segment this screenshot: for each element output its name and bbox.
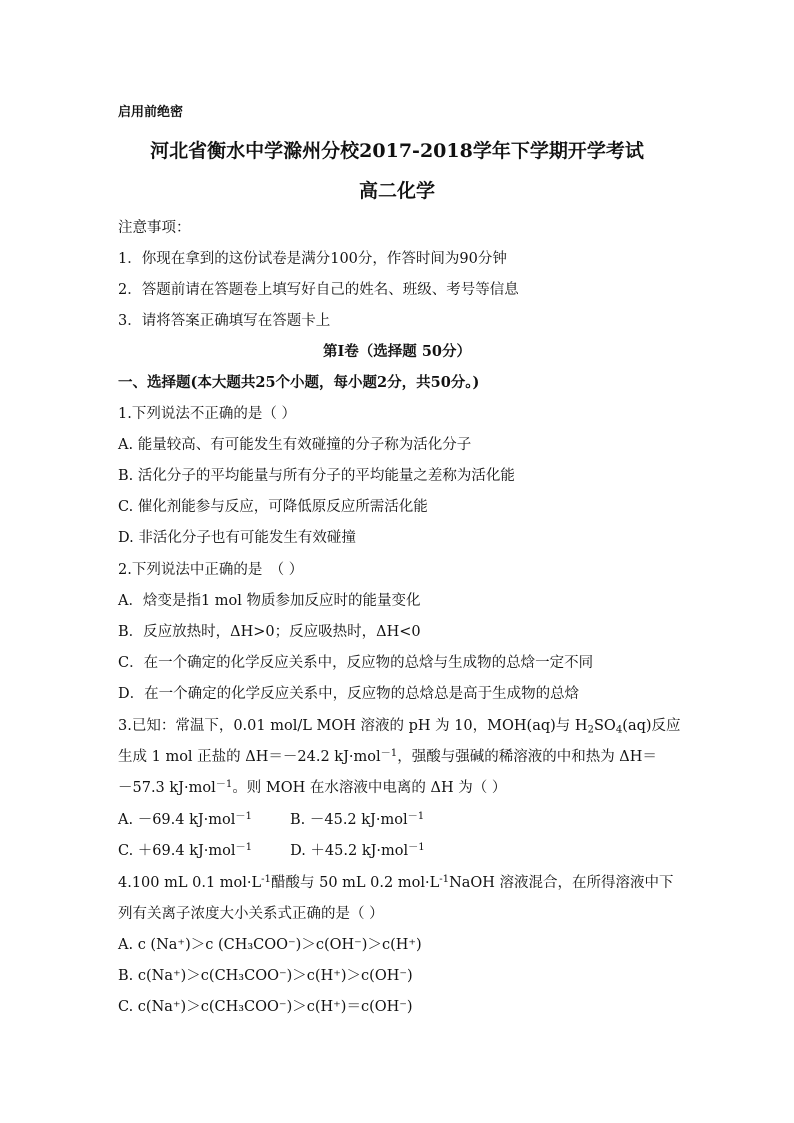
question-4-stem-line-1 (118, 873, 754, 893)
q4-text: 醋酸与 50 mL 0.2 mol·L (271, 875, 440, 891)
question-3-stem-line-1 (118, 716, 754, 736)
q4-superscript: -1 (261, 873, 272, 885)
q3-superscript: －1 (235, 810, 252, 822)
q3-subscript: 2 (587, 724, 594, 736)
question-3-option-d: D. ＋45.2 kJ·mol (290, 843, 409, 859)
question-2-stem: 2.下列说法中正确的是 （ ） (118, 562, 304, 578)
note-item: 2．答题前请在答题卷上填写好自己的姓名、班级、考号等信息 (118, 282, 519, 298)
q3-text: SO (594, 718, 616, 734)
question-2-option-d: D．在一个确定的化学反应关系中，反应物的总焓总是高于生成物的总焓 (118, 686, 580, 702)
question-3-stem-line-3 (118, 778, 754, 798)
q3-superscript: －1 (380, 747, 398, 759)
question-4-option-b: B. c(Na⁺)＞c(CH₃COO⁻)＞c(H⁺)＞c(OH⁻) (118, 968, 413, 984)
note-item: 1．你现在拿到的这份试卷是满分100分，作答时间为90分钟 (118, 251, 507, 267)
question-4-option-c: C. c(Na⁺)＞c(CH₃COO⁻)＞c(H⁺)＝c(OH⁻) (118, 999, 413, 1015)
exam-subject: 高二化学 (358, 180, 435, 202)
question-1-option-c: C. 催化剂能参与反应，可降低原反应所需活化能 (118, 499, 428, 515)
q3-superscript: －1 (408, 841, 425, 853)
question-4-stem-line-2: 列有关离子浓度大小关系式正确的是（ ） (118, 906, 384, 922)
question-2-option-b: B．反应放热时，ΔH>0；反应吸热时，ΔH<0 (118, 624, 421, 640)
q3-superscript: －1 (235, 841, 253, 853)
q3-text: ，强酸与强碱的稀溶液的中和热为 ΔH＝ (397, 749, 657, 765)
q3-text: －57.3 kJ·mol (118, 780, 216, 796)
question-1-stem: 1.下列说法不正确的是（ ） (118, 406, 296, 422)
q3-text: 3.已知：常温下，0.01 mol/L MOH 溶液的 pH 为 10，MOH(aq)与 H (118, 718, 588, 734)
q4-text: NaOH 溶液混合，在所得溶液中下 (449, 875, 674, 891)
q4-text: 4.100 mL 0.1 mol·L (118, 875, 262, 891)
q3-text: (aq)反应 (622, 718, 681, 734)
question-3-option-b: B. －45.2 kJ·mol (290, 812, 408, 828)
question-2-option-c: C．在一个确定的化学反应关系中，反应物的总焓与生成物的总焓一定不同 (118, 655, 594, 671)
question-1-option-d: D. 非活化分子也有可能发生有效碰撞 (118, 530, 356, 546)
q3-text: 生成 1 mol 正盐的 ΔH＝－24.2 kJ·mol (118, 749, 381, 765)
question-3-option-c: C. ＋69.4 kJ·mol (118, 843, 236, 859)
q3-superscript: －1 (407, 810, 425, 822)
question-1-option-a: A. 能量较高、有可能发生有效碰撞的分子称为活化分子 (118, 437, 472, 453)
question-3-options-cd (118, 841, 754, 861)
question-4-option-a: A. c (Na⁺)＞c (CH₃COO⁻)＞c(OH⁻)＞c(H⁺) (118, 937, 422, 953)
q3-superscript: －1 (215, 778, 233, 790)
question-1-option-b: B. 活化分子的平均能量与所有分子的平均能量之差称为活化能 (118, 468, 515, 484)
exam-title: 河北省衡水中学滁州分校2017-2018学年下学期开学考试 (150, 140, 644, 162)
notes-heading: 注意事项： (118, 220, 191, 236)
question-3-options-ab (118, 810, 754, 830)
question-3-stem-line-2 (118, 747, 754, 767)
question-2-option-a: A．焓变是指1 mol 物质参加反应时的能量变化 (118, 593, 421, 609)
question-3-option-a: A. －69.4 kJ·mol (118, 812, 236, 828)
q3-subscript: 4 (615, 724, 623, 736)
note-item: 3．请将答案正确填写在答题卡上 (118, 313, 331, 329)
q3-text: 。则 MOH 在水溶液中电离的 ΔH 为（ ） (232, 780, 507, 796)
section-instruction: 一、选择题(本大题共25个小题，每小题2分，共50分。) (118, 374, 480, 391)
confidential-mark: 启用前绝密 (118, 105, 184, 120)
q4-superscript: -1 (439, 873, 450, 885)
section-title: 第I卷（选择题 50分） (322, 343, 471, 360)
